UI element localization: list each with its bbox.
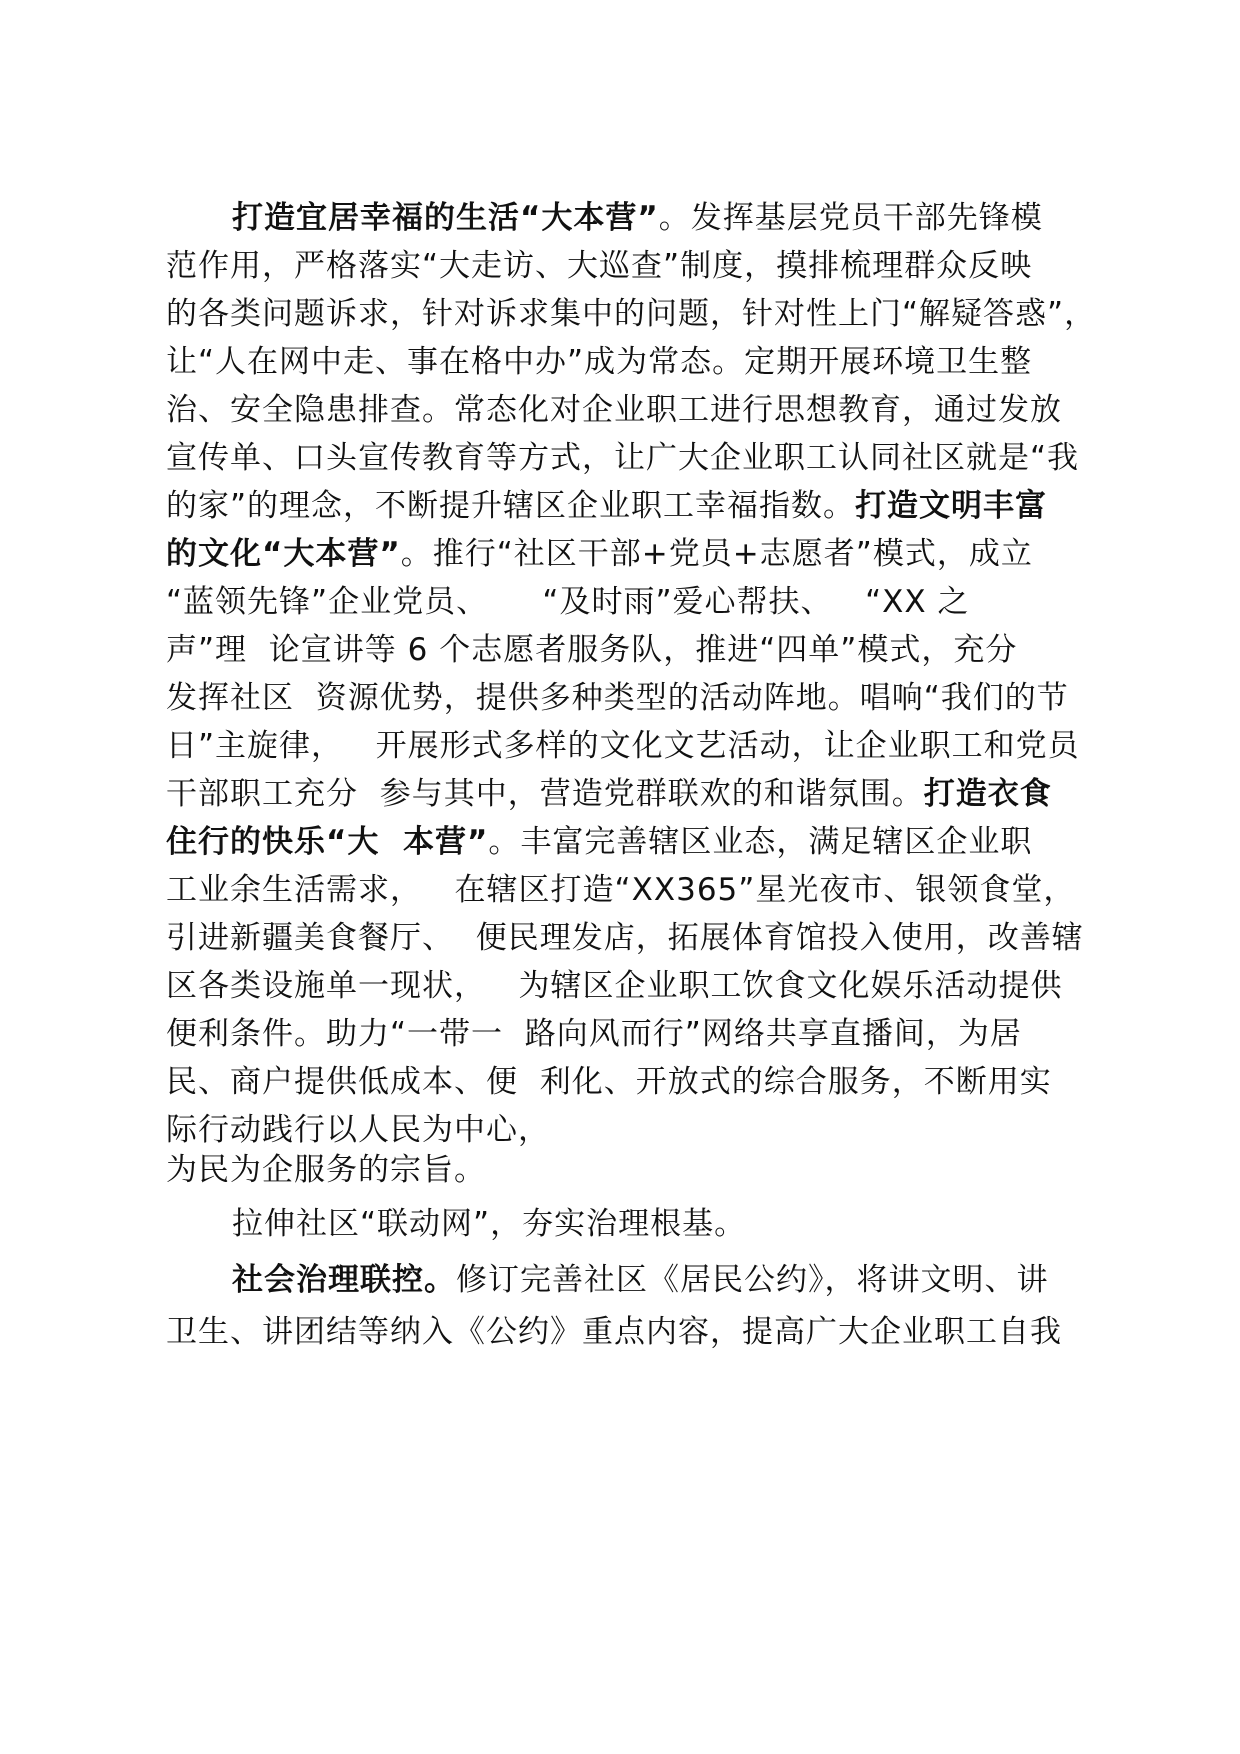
paragraph-line: 范作用，严格落实“大走访、大巡查”制度，摸排梳理群众反映 [166,248,1033,284]
bold-heading: 打造衣食 [923,776,1052,812]
paragraph-line: 让“人在网中走、事在格中办”成为常态。定期开展环境卫生整 [166,344,1033,380]
paragraph-line: 便利条件。助力“一带一 路向风而行”网络共享直播间，为居 [166,1016,1022,1052]
paragraph-line: 声”理 论宣讲等 6 个志愿者服务队，推进“四单”模式，充分 [166,632,1018,668]
bold-heading: 社会治理联控。 [232,1262,456,1298]
paragraph-line: 际行动践行以人民为中心， [166,1112,550,1148]
paragraph-line: 发挥社区 资源优势，提供多种类型的活动阵地。唱响“我们的节 [166,680,1069,716]
paragraph-line: 宣传单、口头宣传教育等方式，让广大企业职工认同社区就是“我 [166,440,1080,476]
paragraph-line: 民、商户提供低成本、便 利化、开放式的综合服务，不断用实 [166,1064,1052,1100]
bold-heading: 打造宜居幸福的生活“大本营” [232,200,659,236]
paragraph-line [232,1260,1049,1300]
paragraph-line: 卫生、讲团结等纳入《公约》重点内容，提高广大企业职工自我 [166,1314,1062,1350]
line-text: 的家”的理念，不断提升辖区企业职工幸福指数。 [166,488,856,524]
paragraph-line: 区各类设施单一现状， 为辖区企业职工饮食文化娱乐活动提供 [166,968,1063,1004]
paragraph-line [166,774,1052,814]
paragraph-line [232,198,1043,238]
bold-heading: 的文化“大本营” [166,536,401,572]
paragraph-line [166,534,1033,574]
section-heading-line: 拉伸社区“联动网”，夯实治理根基。 [232,1206,747,1242]
line-text: 干部职工充分 参与其中，营造党群联欢的和谐氛围。 [166,776,924,812]
paragraph-line [166,822,1032,862]
paragraph-line: 治、安全隐患排查。常态化对企业职工进行思想教育，通过发放 [166,392,1062,428]
line-text: 。发挥基层党员干部先锋模 [658,200,1043,236]
line-text: 。丰富完善辖区业态，满足辖区企业职 [488,824,1033,860]
paragraph-line: 工业余生活需求， 在辖区打造“XX365”星光夜市、银领食堂， [166,872,1076,908]
line-text: 。推行“社区干部+党员+志愿者”模式，成立 [400,536,1033,572]
paragraph-line: 日”主旋律， 开展形式多样的文化文艺活动，让企业职工和党员 [166,728,1080,764]
paragraph-line: 的各类问题诉求，针对诉求集中的问题，针对性上门“解疑答惑”， [166,296,1097,332]
paragraph-line [166,486,1047,526]
paragraph-line: 为民为企服务的宗旨。 [166,1152,486,1188]
paragraph-line: 引进新疆美食餐厅、 便民理发店，拓展体育馆投入使用，改善辖 [166,920,1084,956]
bold-heading: 打造文明丰富 [855,488,1048,524]
bold-heading: 住行的快乐“大 本营” [166,824,489,860]
paragraph-line: “蓝领先锋”企业党员、 “及时雨”爱心帮扶、 “XX 之 [166,584,970,620]
line-text: 修订完善社区《居民公约》，将讲文明、讲 [456,1262,1049,1298]
